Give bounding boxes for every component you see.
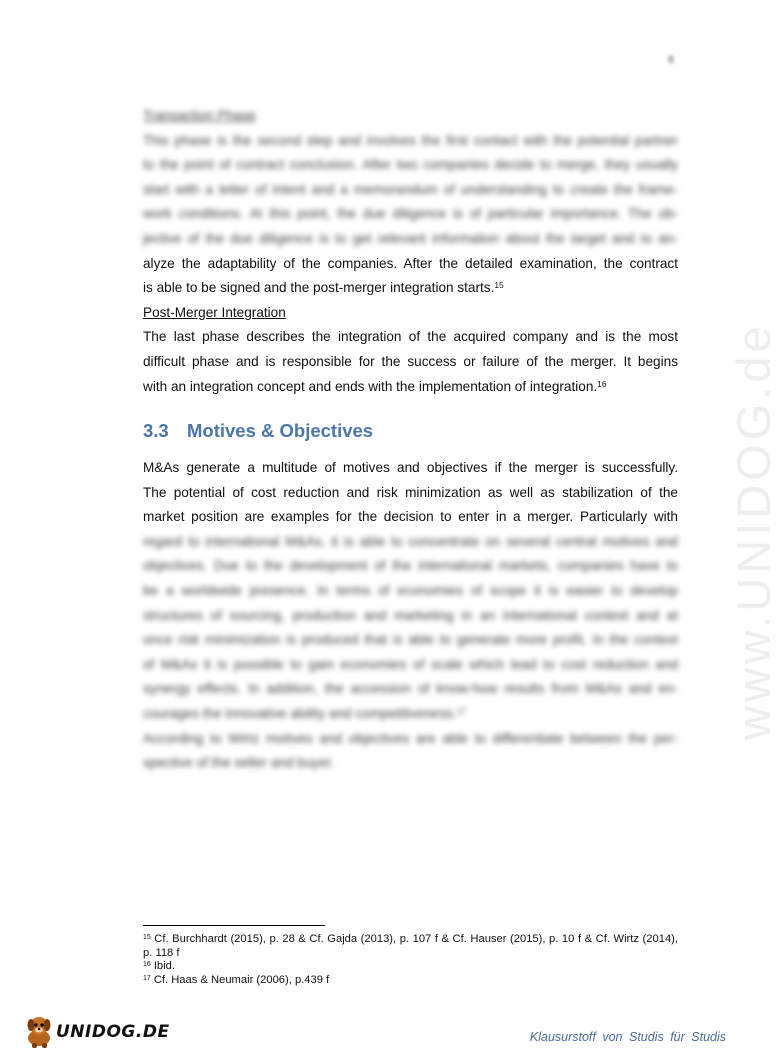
watermark-text: www.UNIDOG.de [727, 322, 780, 740]
paragraph-line: difficult phase and is responsible for the success or failure of the merger. It begins [143, 353, 678, 369]
paragraph-line: to the point of contract conclusion. After two companies decide to merge, they usually [143, 157, 678, 173]
motives-section [143, 456, 678, 776]
transaction-phase-section [143, 104, 678, 399]
paragraph-line: M&As generate a multitude of motives and objectives if the merger is successfully. [143, 460, 678, 475]
transaction-phase-heading: Transaction Phase [143, 108, 256, 123]
paragraph-line: is able to be signed and the post-merger integration starts.$^{15}$ [143, 280, 504, 296]
footer-slogan: Klausurstoff von Studis für Studis [529, 1030, 726, 1044]
footnote: $^{15}$ Cf. Burchhardt (2015), p. 28 & Cf. Gajda (2013), p. 107 f & Cf. Hauser (2015), p. 10 f & Cf. Wirtz (2014), p. 118 f [143, 933, 678, 959]
post-merger-heading: Post-Merger Integration [143, 304, 286, 320]
paragraph-line: structures of sourcing, production and marketing in an international context and at [143, 607, 678, 623]
paragraph-line: courages the innovative ability and competitiveness.$^{17}$ [143, 705, 466, 721]
paragraph-line: According to Wirtz motives and objectives are able to differentiate between the per- [143, 730, 678, 746]
paragraph-line: with an integration concept and ends with the implementation of integration.$^{16}$ [143, 378, 607, 394]
footnote-ref[interactable]: 15 [494, 280, 504, 291]
footnote: $^{16}$ Ibid. [143, 960, 175, 972]
paragraph-line: regard to international M&As, it is able to concentrate on several central motives and [143, 533, 678, 549]
paragraph-line: The last phase describes the integration of the acquired company and is the most [143, 329, 678, 345]
paragraph-line: alyze the adaptability of the companies. After the detailed examination, the contract [143, 255, 678, 271]
footnote: $^{17}$ Cf. Haas & Neumair (2006), p.439 f [143, 973, 330, 986]
paragraph-line: objectives. Due to the development of the international markets, companies have to [143, 558, 678, 574]
paragraph-line: The potential of cost reduction and risk minimization as well as stabilization of the [143, 484, 678, 500]
paragraph-line: once risk minimization is produced that is able to generate more profit. In the context [143, 632, 678, 648]
paragraph-line: synergy effects. In addition, the accession of know-how results from M&As and en- [143, 681, 678, 697]
section-number: 3.3 [143, 420, 169, 441]
footnote-ref[interactable]: 16 [597, 378, 607, 389]
paragraph-line: of M&As it is possible to gain economies of scale which lead to cost reduction and [143, 656, 678, 672]
paragraph-line: start with a letter of intent and a memorandum of understanding to create the frame- [143, 181, 678, 197]
unidog-logo[interactable] [22, 1014, 170, 1050]
paragraph-line: jective of the due diligence is to get relevant information about the target and to an- [143, 230, 678, 246]
section-title-text: Motives & Objectives [187, 420, 374, 441]
paragraph-line: This phase is the second step and involves the first contact with the potential partner [143, 132, 678, 148]
paragraph-line: market position are examples for the decision to enter in a merger. Particularly with [143, 509, 678, 525]
paragraph-line: spective of the seller and buyer. [143, 755, 335, 771]
footnote-ref[interactable]: 17 [456, 706, 466, 717]
section-title [143, 420, 373, 442]
footnote-separator [143, 925, 325, 926]
paragraph-line: be a worldwide presence. In terms of economies of scope it is easier to develop [143, 582, 678, 598]
paragraph-line: work conditions. At this point, the due diligence is of particular importance. The ob- [143, 206, 678, 222]
watermark [690, 270, 780, 740]
page-number: 6 [668, 54, 675, 66]
footnotes [143, 933, 678, 987]
logo-text: UNIDOG.DE [56, 1022, 170, 1042]
